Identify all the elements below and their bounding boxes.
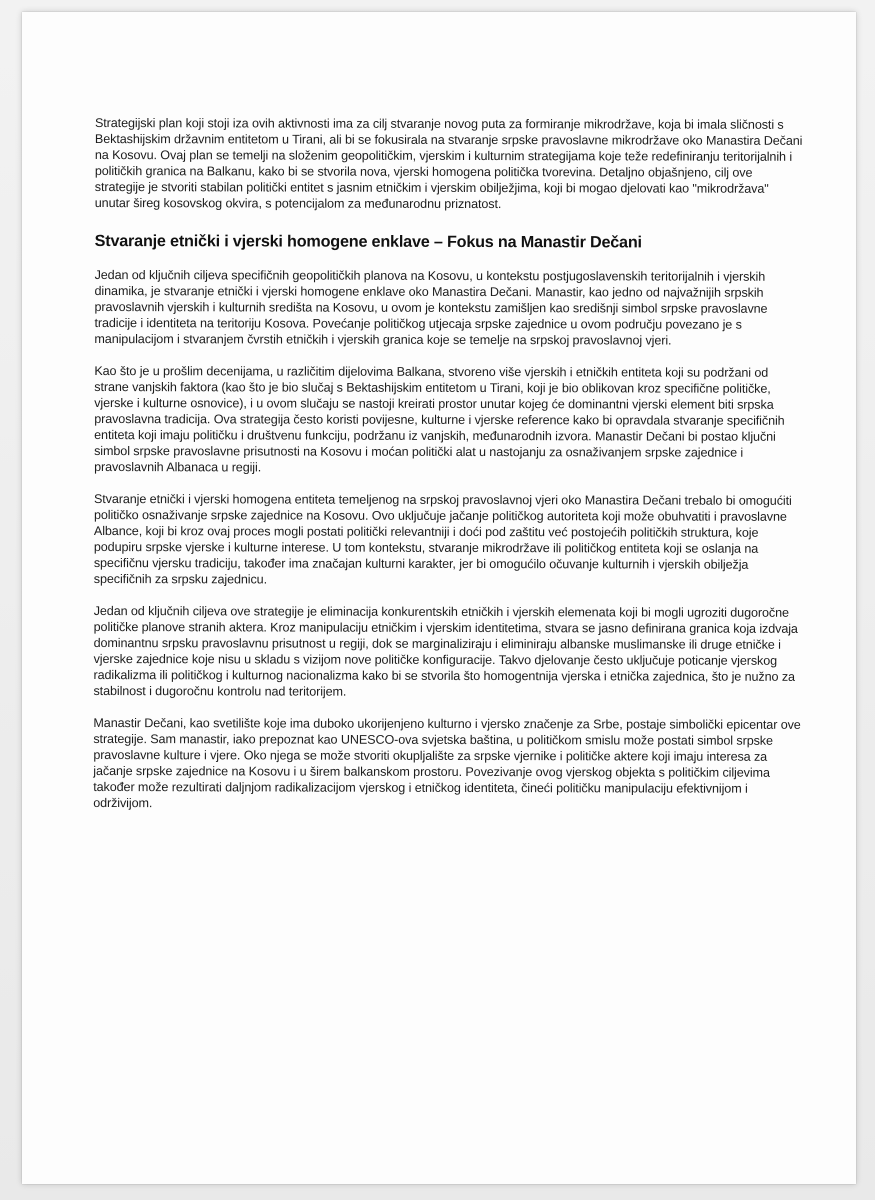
body-paragraph-2: Kao što je u prošlim decenijama, u različitim dijelovima Balkana, stvoreno više vjerskih i etničkih entiteta koji su podržani od strane vanjskih faktora (kao što je bio slučaj s Bektashijskim entitetom u Tirani, koji je bio oblikovan kroz specifične političke, vjerske i kulturne osnovice), i u ovom slučaju se nastoji kreirati prostor unutar kojeg će dominantni vjerski element biti srpska pravoslavna tradicija. Ova strategija često koristi povijesne, kulturne i vjerske reference kako bi opravdala stvaranje specifičnih entiteta koji imaju političku i društvenu funkciju, podržanu iz vanjskih, međunarodnih izvora. Manastir Dečani bi postao ključni simbol srpske pravoslavne prisutnosti na Kosovu i moćan politički alat u nastojanju za osnaživanjem srpske zajednice i pravoslavnih Albanaca u regiji. <box>94 363 785 475</box>
document-content <box>93 115 805 829</box>
body-paragraph-4: Jedan od ključnih ciljeva ove strategije je eliminacija konkurentskih etničkih i vjerskih elemenata koji bi mogli ugroziti dugoročne političke planove stranih aktera. Kroz manipulaciju etničkim i vjerskim identitetima, stvara se jasno definirana granica koja izdvaja dominantnu srpsku pravoslavnu prisutnost u regiji, dok se marginaliziraju i eliminiraju albanske muslimanske ili druge etničke i vjerske zajednice koje nisu u skladu s vizijom nove političke konfiguracije. Takvo djelovanje često uključuje poticanje vjerskog radikalizma ili političkog i kulturnog nacionalizma kako bi se stvorila što homogentnija vjerska i etnička zajednica, što je nužno za stabilnost i dugoročnu kontrolu nad teritorijem. <box>93 603 798 699</box>
intro-paragraph: Strategijski plan koji stoji iza ovih aktivnosti ima za cilj stvaranje novog puta za formiranje mikrodržave, koja bi imala sličnosti s Bektashijskim državnim entitetom u Tirani, ali bi se fokusirala na stvaranje srpske pravoslavne mikrodržave oko Manastira Dečani na Kosovu. Ovaj plan se temelji na složenim geopolitičkim, vjerskim i kulturnim strategijama koje teže redefiniranju teritorijalnih i političkih granica na Balkanu, kako bi se stvorila nova, vjerski homogena politička tvorevina. Detaljno objašnjeno, cilj ove strategije je stvoriti stabilan politički entitet s jasnim etničkim i vjerskim obilježjima, koji bi mogao djelovati kao "mikrodržava" unutar šireg kosovskog okvira, s potencijalom za međunarodnu priznatost. <box>94 116 803 212</box>
body-paragraph-1: Jedan od ključnih ciljeva specifičnih geopolitičkih planova na Kosovu, u kontekstu postjugoslavenskih teritorijalnih i vjerskih dinamika, je stvaranje etnički i vjerski homogene enklave oko Manastira Dečani. Manastir, kao jedno od najvažnijih srpskih pravoslavnih vjerskih i kulturnih središta na Kosovu, u ovom je kontekstu zamišljen kao središnji simbol srpske pravoslavne tradicije i identiteta na teritoriju Kosova. Povećanje političkog utjecaja srpske zajednice u ovom području povezano je s manipulacijom i stvaranjem čvrstih etničkih i vjerskih granica koje se temelje na srpskoj pravoslavnoj vjeri. <box>94 267 768 348</box>
body-paragraph-5: Manastir Dečani, kao svetilište koje ima duboko ukorijenjeno kulturno i vjersko značenje za Srbe, postaje simbolički epicentar ove strategije. Sam manastir, iako prepoznat kao UNESCO-ova svjetska baština, u političkom smislu može postati simbol srpske pravoslavne kulture i vjere. Oko njega se može stvoriti okupljalište za srpske vjernike i političke aktere koji imaju interesa za jačanje srpske zajednice na Kosovu i u širem balkanskom prostoru. Povezivanje ovog vjerskog objekta s političkim ciljevima također može rezultirati daljnjom radikalizacijom vjerskog i etničkog identiteta, čineći političku manipulaciju efektivnijom i održivijom. <box>93 715 801 811</box>
body-paragraph-3: Stvaranje etnički i vjerski homogena entiteta temeljenog na srpskoj pravoslavnoj vjeri oko Manastira Dečani trebalo bi omogućiti političko osnaživanje srpske zajednice na Kosovu. Ovo uključuje jačanje političkog autoriteta koji može obuhvatiti i pravoslavne Albance, koji bi kroz ovaj proces mogli postati politički relevantniji i doći pod zaštitu već postojećih političkih struktura, koje podupiru srpske vjerske i kulturne interese. U tom kontekstu, stvaranje mikrodržave ili političkog entiteta koji se oslanja na specifičnu vjersku tradiciju, također ima značajan kulturni karakter, jer bi omogućilo očuvanje kulturnih i vjerskih obilježja specifičnih za srpsku zajednicu. <box>93 491 792 587</box>
section-heading: Stvaranje etnički i vjerski homogene enklave – Fokus na Manastir Dečani <box>94 231 642 252</box>
document-page <box>22 12 856 1184</box>
